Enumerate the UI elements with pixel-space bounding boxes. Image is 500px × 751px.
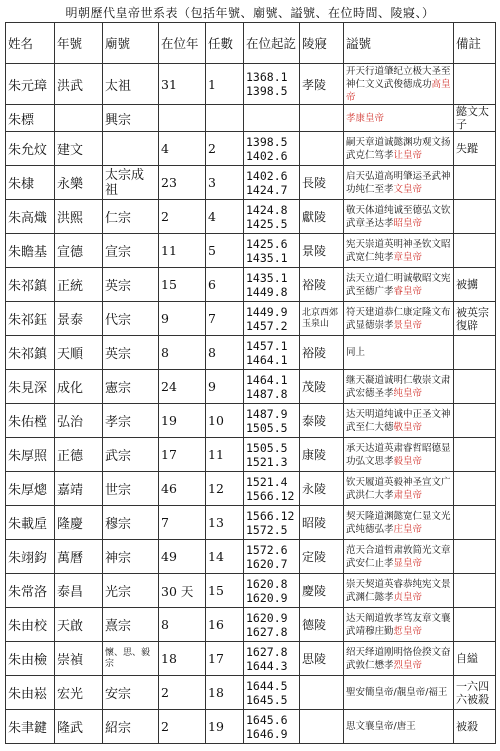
cell-years: 18 [159, 642, 206, 676]
cell-temple: 英宗 [103, 268, 159, 302]
cell-era: 景泰 [55, 302, 103, 336]
cell-tomb: 茂陵 [300, 370, 344, 404]
cell-period [244, 64, 300, 105]
cell-order: 17 [206, 642, 244, 676]
cell-note: 被擄 [454, 268, 496, 302]
cell-posthumous [344, 676, 454, 710]
cell-note [454, 472, 496, 506]
header-posthumous: 謚號 [344, 23, 454, 64]
cell-name: 朱厚熜 [6, 472, 55, 506]
cell-name: 朱厚照 [6, 438, 55, 472]
cell-order: 6 [206, 268, 244, 302]
header-tomb: 陵寢 [300, 23, 344, 64]
cell-order: 5 [206, 234, 244, 268]
cell-order [206, 105, 244, 132]
period-start: 1505.5 [246, 440, 288, 455]
cell-order: 1 [206, 64, 244, 105]
cell-years: 31 [159, 64, 206, 105]
cell-order: 14 [206, 540, 244, 574]
cell-era: 正德 [55, 438, 103, 472]
period-start: 1521.4 [246, 474, 288, 489]
posthumous-emperor: 让皇帝 [393, 149, 423, 161]
cell-era: 正統 [55, 268, 103, 302]
cell-name: 朱常洛 [6, 574, 55, 608]
cell-note: 懿文太子 [454, 105, 496, 132]
period-end: 1644.3 [246, 658, 288, 673]
cell-years: 8 [159, 336, 206, 370]
cell-temple: 興宗 [103, 105, 159, 132]
cell-period [244, 302, 300, 336]
cell-note [454, 540, 496, 574]
posthumous-title: 钦天履道英毅神圣宣文广武洪仁大孝 [346, 476, 451, 501]
cell-name: 朱棣 [6, 166, 55, 200]
cell-posthumous [344, 540, 454, 574]
period-end: 1620.7 [246, 556, 288, 571]
period-end: 1424.7 [246, 182, 288, 197]
cell-posthumous [344, 336, 454, 370]
cell-tomb: 裕陵 [300, 268, 344, 302]
cell-years: 17 [159, 438, 206, 472]
cell-era: 天啟 [55, 608, 103, 642]
header-order: 任數 [206, 23, 244, 64]
cell-years: 46 [159, 472, 206, 506]
cell-temple: 太宗成祖 [103, 166, 159, 200]
table-row [6, 574, 496, 608]
period-start: 1398.5 [246, 134, 288, 149]
cell-name: 朱祁鎮 [6, 336, 55, 370]
cell-era: 洪武 [55, 64, 103, 105]
posthumous-emperor: 睿皇帝 [393, 285, 423, 297]
posthumous-emperor: 文皇帝 [393, 183, 423, 195]
cell-era: 泰昌 [55, 574, 103, 608]
period-end: 1457.2 [246, 318, 288, 333]
cell-name: 朱佑樘 [6, 404, 55, 438]
cell-tomb: 孝陵 [300, 64, 344, 105]
cell-period [244, 336, 300, 370]
table-row [6, 105, 496, 132]
cell-note: 失蹤 [454, 132, 496, 166]
table-row [6, 166, 496, 200]
cell-posthumous [344, 105, 454, 132]
period-start: 1435.1 [246, 270, 288, 285]
cell-temple: 武宗 [103, 438, 159, 472]
cell-posthumous [344, 302, 454, 336]
posthumous-title: 崇天契道英睿恭纯宪文景武渊仁懿孝 [346, 578, 451, 603]
cell-temple: 神宗 [103, 540, 159, 574]
page-title: 明朝歷代皇帝世系表（包括年號、廟號、謚號、在位時間、陵寢、） [65, 6, 435, 20]
period-start: 1457.1 [246, 338, 288, 353]
emperor-table [5, 22, 496, 744]
cell-period [244, 506, 300, 540]
cell-period [244, 438, 300, 472]
cell-temple: 宣宗 [103, 234, 159, 268]
table-row [6, 506, 496, 540]
cell-posthumous [344, 132, 454, 166]
period-end: 1435.1 [246, 250, 288, 265]
cell-tomb: 裕陵 [300, 336, 344, 370]
header-period: 在位起訖 [244, 23, 300, 64]
cell-tomb: 長陵 [300, 166, 344, 200]
cell-posthumous [344, 438, 454, 472]
cell-era: 建文 [55, 132, 103, 166]
period-start: 1645.6 [246, 712, 288, 727]
cell-note [454, 336, 496, 370]
cell-temple: 光宗 [103, 574, 159, 608]
period-start: 1424.8 [246, 202, 288, 217]
cell-order: 11 [206, 438, 244, 472]
posthumous-title: 思文襄皇帝/唐王 [346, 721, 416, 732]
posthumous-emperor: 孝康皇帝 [346, 112, 385, 124]
cell-period [244, 105, 300, 132]
cell-years: 2 [159, 676, 206, 710]
cell-period [244, 608, 300, 642]
period-start: 1620.8 [246, 576, 288, 591]
period-end: 1425.5 [246, 216, 288, 231]
posthumous-title: 启天弘道高明肇运圣武神功纯仁至孝 [346, 170, 451, 195]
cell-tomb: 泰陵 [300, 404, 344, 438]
posthumous-emperor: 显皇帝 [393, 557, 423, 569]
posthumous-title: 绍天绎道刚明恪俭揆文奋武敦仁懋孝 [346, 646, 451, 671]
table-row [6, 336, 496, 370]
period-start: 1464.1 [246, 372, 288, 387]
posthumous-emperor: 景皇帝 [393, 319, 423, 331]
posthumous-emperor: 悊皇帝 [393, 625, 423, 637]
table-row [6, 370, 496, 404]
cell-name: 朱瞻基 [6, 234, 55, 268]
posthumous-title: 契天隆道渊懿宽仁显文光武纯德弘孝 [346, 510, 451, 535]
cell-period [244, 268, 300, 302]
posthumous-emperor: 章皇帝 [393, 251, 423, 263]
posthumous-emperor: 庄皇帝 [393, 523, 423, 535]
cell-posthumous [344, 472, 454, 506]
cell-posthumous [344, 574, 454, 608]
table-row [6, 64, 496, 105]
cell-temple: 世宗 [103, 472, 159, 506]
posthumous-title: 同上 [346, 347, 366, 358]
posthumous-emperor: 肃皇帝 [393, 489, 423, 501]
posthumous-emperor: 高皇帝 [346, 78, 451, 103]
cell-years: 2 [159, 200, 206, 234]
cell-note: 自縊 [454, 642, 496, 676]
table-row [6, 642, 496, 676]
header-temple: 廟號 [103, 23, 159, 64]
period-start: 1487.9 [246, 406, 288, 421]
period-start: 1402.6 [246, 168, 288, 183]
posthumous-title: 开天行道肇纪立极大圣至神仁文义武俊德成功 [346, 65, 451, 90]
posthumous-title: 范天合道哲肃敦简光文章武安仁止孝 [346, 544, 451, 569]
cell-years: 23 [159, 166, 206, 200]
cell-tomb: 北京西郊玉泉山 [300, 302, 344, 336]
posthumous-title: 聖安簡皇帝/靚皇帝/福王 [346, 687, 448, 698]
period-start: 1572.6 [246, 542, 288, 557]
cell-period [244, 710, 300, 744]
period-end: 1521.3 [246, 454, 288, 469]
cell-temple: 太祖 [103, 64, 159, 105]
cell-years: 2 [159, 710, 206, 744]
cell-period [244, 540, 300, 574]
posthumous-title: 承天达道英肃睿哲昭德显功弘文思孝 [346, 442, 451, 467]
table-row [6, 200, 496, 234]
cell-posthumous [344, 200, 454, 234]
cell-era: 崇禎 [55, 642, 103, 676]
posthumous-emperor: 纯皇帝 [393, 387, 423, 399]
table-row [6, 132, 496, 166]
cell-era: 嘉靖 [55, 472, 103, 506]
period-end: 1620.9 [246, 590, 288, 605]
period-start: 1566.12 [246, 508, 295, 523]
cell-posthumous [344, 268, 454, 302]
period-start: 1644.5 [246, 678, 288, 693]
cell-years: 9 [159, 302, 206, 336]
cell-name: 朱標 [6, 105, 55, 132]
posthumous-emperor: 昭皇帝 [393, 217, 423, 229]
period-end: 1505.5 [246, 420, 288, 435]
cell-name: 朱高熾 [6, 200, 55, 234]
cell-name: 朱翊鈞 [6, 540, 55, 574]
period-end: 1398.5 [246, 84, 288, 98]
period-end: 1627.8 [246, 624, 288, 639]
posthumous-title: 法天立道仁明诚敬昭文宪武至德广孝 [346, 272, 451, 297]
cell-years [159, 105, 206, 132]
cell-tomb: 慶陵 [300, 574, 344, 608]
cell-era: 隆慶 [55, 506, 103, 540]
table-row [6, 472, 496, 506]
cell-period [244, 200, 300, 234]
period-end: 1645.5 [246, 692, 288, 707]
cell-temple: 英宗 [103, 336, 159, 370]
cell-years: 15 [159, 268, 206, 302]
table-row [6, 302, 496, 336]
period-start: 1368.1 [246, 70, 288, 84]
cell-temple: 安宗 [103, 676, 159, 710]
posthumous-emperor: 毅皇帝 [393, 455, 423, 467]
cell-posthumous [344, 506, 454, 540]
cell-era: 洪熙 [55, 200, 103, 234]
cell-name: 朱聿鍵 [6, 710, 55, 744]
header-years: 在位年 [159, 23, 206, 64]
period-end: 1487.8 [246, 386, 288, 401]
cell-name: 朱祁鈺 [6, 302, 55, 336]
cell-note [454, 370, 496, 404]
posthumous-title: 敬天体道纯诚至德弘文钦武章圣达孝 [346, 204, 451, 229]
table-row [6, 234, 496, 268]
cell-period [244, 404, 300, 438]
posthumous-title: 达天阐道敦孝笃友章文襄武靖穆庄勤 [346, 612, 451, 637]
cell-tomb: 定陵 [300, 540, 344, 574]
cell-name: 朱由校 [6, 608, 55, 642]
period-end: 1566.12 [246, 488, 295, 503]
cell-posthumous [344, 64, 454, 105]
cell-era: 成化 [55, 370, 103, 404]
period-start: 1425.6 [246, 236, 288, 251]
cell-note [454, 438, 496, 472]
cell-years: 24 [159, 370, 206, 404]
posthumous-title: 嗣天章道诚懿渊功观文扬武克仁笃孝 [346, 136, 451, 161]
cell-years: 49 [159, 540, 206, 574]
cell-tomb [300, 132, 344, 166]
cell-period [244, 676, 300, 710]
cell-order: 15 [206, 574, 244, 608]
cell-name: 朱元璋 [6, 64, 55, 105]
cell-years: 8 [159, 608, 206, 642]
cell-tomb [300, 676, 344, 710]
cell-order: 4 [206, 200, 244, 234]
cell-order: 3 [206, 166, 244, 200]
cell-era: 永樂 [55, 166, 103, 200]
cell-note [454, 64, 496, 105]
posthumous-emperor: 敬皇帝 [393, 421, 423, 433]
cell-temple: 憲宗 [103, 370, 159, 404]
cell-tomb: 昭陵 [300, 506, 344, 540]
cell-order: 13 [206, 506, 244, 540]
cell-note [454, 608, 496, 642]
cell-tomb: 德陵 [300, 608, 344, 642]
cell-name: 朱載垕 [6, 506, 55, 540]
cell-tomb: 康陵 [300, 438, 344, 472]
cell-temple [103, 132, 159, 166]
period-end: 1449.8 [246, 284, 288, 299]
table-row [6, 608, 496, 642]
cell-order: 8 [206, 336, 244, 370]
header-name: 姓名 [6, 23, 55, 64]
cell-tomb: 思陵 [300, 642, 344, 676]
cell-note [454, 404, 496, 438]
cell-temple: 代宗 [103, 302, 159, 336]
cell-years: 30 天 [159, 574, 206, 608]
cell-order: 18 [206, 676, 244, 710]
cell-name: 朱允炆 [6, 132, 55, 166]
period-end: 1572.5 [246, 522, 288, 537]
period-start: 1620.9 [246, 610, 288, 625]
period-end: 1646.9 [246, 726, 288, 741]
period-start: 1449.9 [246, 304, 288, 319]
cell-order: 2 [206, 132, 244, 166]
cell-period [244, 132, 300, 166]
cell-name: 朱由崧 [6, 676, 55, 710]
table-row [6, 438, 496, 472]
table-row [6, 404, 496, 438]
cell-temple: 穆宗 [103, 506, 159, 540]
cell-order: 9 [206, 370, 244, 404]
cell-note [454, 234, 496, 268]
table-row [6, 710, 496, 744]
cell-note: 被英宗復辟 [454, 302, 496, 336]
cell-tomb [300, 710, 344, 744]
cell-note [454, 200, 496, 234]
cell-period [244, 574, 300, 608]
cell-temple: 紹宗 [103, 710, 159, 744]
period-start: 1627.8 [246, 644, 288, 659]
cell-era: 萬曆 [55, 540, 103, 574]
cell-period [244, 642, 300, 676]
cell-period [244, 370, 300, 404]
cell-tomb [300, 105, 344, 132]
posthumous-emperor: 烈皇帝 [393, 659, 423, 671]
cell-name: 朱祁鎮 [6, 268, 55, 302]
cell-order: 16 [206, 608, 244, 642]
cell-years: 11 [159, 234, 206, 268]
cell-posthumous [344, 710, 454, 744]
cell-era: 天順 [55, 336, 103, 370]
header-note: 備註 [454, 23, 496, 64]
posthumous-title: 继天凝道诚明仁敬崇文肃武宏德圣孝 [346, 374, 451, 399]
cell-note: 被殺 [454, 710, 496, 744]
cell-order: 19 [206, 710, 244, 744]
cell-posthumous [344, 608, 454, 642]
cell-era: 宏光 [55, 676, 103, 710]
cell-posthumous [344, 234, 454, 268]
cell-name: 朱由檢 [6, 642, 55, 676]
cell-years: 19 [159, 404, 206, 438]
cell-note [454, 574, 496, 608]
cell-temple: 熹宗 [103, 608, 159, 642]
table-row [6, 268, 496, 302]
cell-temple: 仁宗 [103, 200, 159, 234]
header-row [6, 23, 496, 64]
cell-note [454, 166, 496, 200]
cell-years: 4 [159, 132, 206, 166]
cell-period [244, 472, 300, 506]
cell-note: 一六四六被殺 [454, 676, 496, 710]
period-end: 1402.6 [246, 148, 288, 163]
header-era: 年號 [55, 23, 103, 64]
cell-period [244, 234, 300, 268]
cell-temple: 孝宗 [103, 404, 159, 438]
cell-order: 7 [206, 302, 244, 336]
cell-posthumous [344, 642, 454, 676]
cell-era: 宣德 [55, 234, 103, 268]
table-row [6, 540, 496, 574]
posthumous-title: 达天明道纯诚中正圣文神武至仁大德 [346, 408, 451, 433]
cell-note [454, 506, 496, 540]
cell-order: 12 [206, 472, 244, 506]
posthumous-title: 宪天崇道英明神圣钦文昭武宽仁纯孝 [346, 238, 451, 263]
cell-tomb: 獻陵 [300, 200, 344, 234]
cell-tomb: 景陵 [300, 234, 344, 268]
cell-era: 隆武 [55, 710, 103, 744]
posthumous-title: 符天建道恭仁康定隆文布武显德崇孝 [346, 306, 451, 331]
cell-temple: 懷、思、毅宗 [103, 642, 159, 676]
cell-name: 朱見深 [6, 370, 55, 404]
cell-era [55, 105, 103, 132]
posthumous-emperor: 贞皇帝 [393, 591, 423, 603]
cell-posthumous [344, 404, 454, 438]
cell-years: 7 [159, 506, 206, 540]
period-end: 1464.1 [246, 352, 288, 367]
cell-posthumous [344, 166, 454, 200]
cell-tomb: 永陵 [300, 472, 344, 506]
cell-order: 10 [206, 404, 244, 438]
cell-period [244, 166, 300, 200]
cell-era: 弘治 [55, 404, 103, 438]
cell-posthumous [344, 370, 454, 404]
table-row [6, 676, 496, 710]
